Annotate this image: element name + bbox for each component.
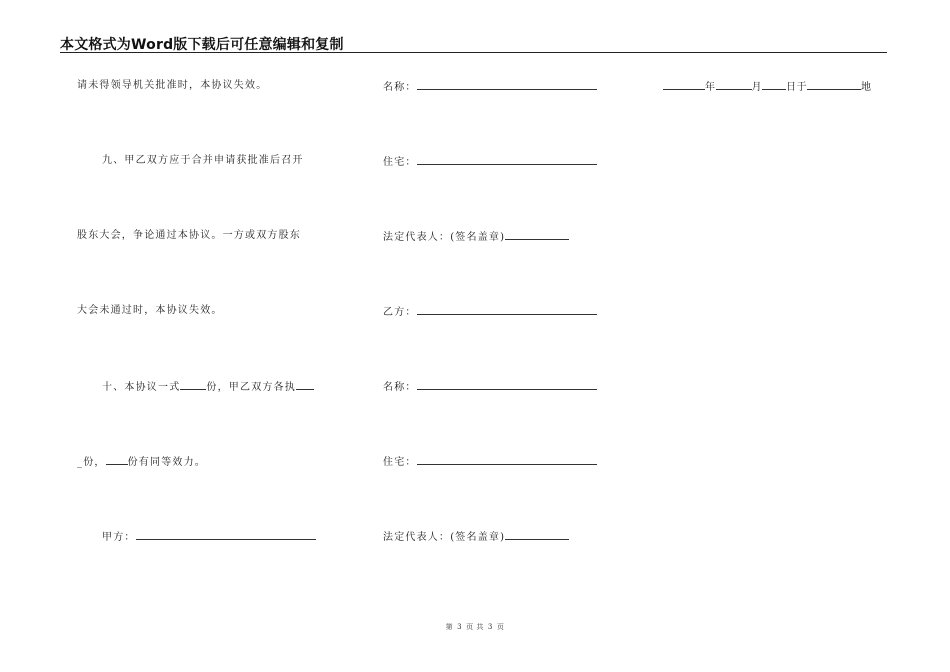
copies-text-b: 份有同等效力。 <box>127 457 207 468</box>
name-label: 名称： <box>383 382 417 393</box>
clause-ten-text-a: 十、本协议一式 <box>102 382 181 393</box>
place-blank[interactable] <box>807 80 861 90</box>
copies-text-a: _份， <box>77 457 106 468</box>
party-a-address-line <box>383 155 597 169</box>
total-page-number: 3 <box>487 623 493 631</box>
party-b-address-blank[interactable] <box>417 455 597 465</box>
clause-ten-heading <box>102 380 314 394</box>
party-b-address-line <box>383 455 597 469</box>
party-b-label: 乙方： <box>383 307 417 318</box>
party-b-name-line <box>383 380 597 394</box>
clause-ten-text-b: 份，甲乙双方各执 <box>206 382 297 393</box>
day-label: 日于 <box>786 82 807 93</box>
clause-text-line: 请未得领导机关批准时，本协议失效。 <box>77 80 268 91</box>
legal-rep-label: 法定代表人：(签名盖章) <box>383 532 506 543</box>
party-a-blank[interactable] <box>136 530 316 540</box>
signing-date-place-line <box>663 80 872 94</box>
clause-nine-heading: 九、甲乙双方应于合并申请获批准后召开 <box>102 155 304 166</box>
party-a-rep-blank[interactable] <box>505 230 569 240</box>
address-label: 住宅： <box>383 157 417 168</box>
clause-text-line: 股东大会，争论通过本协议。一方或双方股东 <box>77 230 301 241</box>
current-page-number: 3 <box>457 623 463 631</box>
party-b-blank[interactable] <box>417 305 597 315</box>
clause-text-line <box>77 455 206 469</box>
party-a-label: 甲方： <box>102 532 136 543</box>
page-mid-text: 页 共 <box>466 623 484 631</box>
party-a-address-blank[interactable] <box>417 155 597 165</box>
year-blank[interactable] <box>663 80 705 90</box>
month-blank[interactable] <box>716 80 752 90</box>
month-label: 月 <box>751 82 762 93</box>
year-label: 年 <box>705 82 716 93</box>
page-prefix: 第 <box>445 623 454 631</box>
copies-each-blank[interactable] <box>296 380 314 390</box>
party-b-rep-line <box>383 530 569 544</box>
name-label: 名称： <box>383 82 417 93</box>
party-b-name-blank[interactable] <box>417 380 597 390</box>
clause-text-line: 大会未通过时，本协议失效。 <box>77 305 223 316</box>
page-suffix: 页 <box>496 623 505 631</box>
party-a-line <box>102 530 316 544</box>
header-divider <box>60 52 887 53</box>
party-a-name-blank[interactable] <box>417 80 597 90</box>
document-header-title: 本文格式为Word版下载后可任意编辑和复制 <box>60 37 344 53</box>
address-label: 住宅： <box>383 457 417 468</box>
party-a-name-line <box>383 80 597 94</box>
page-number-footer <box>0 622 950 632</box>
day-blank[interactable] <box>762 80 786 90</box>
legal-rep-label: 法定代表人：(签名盖章) <box>383 232 506 243</box>
place-label: 地 <box>861 82 872 93</box>
party-a-rep-line <box>383 230 569 244</box>
copies-count-blank[interactable] <box>180 380 206 390</box>
party-b-line <box>383 305 597 319</box>
copies-blank[interactable] <box>106 455 128 465</box>
party-b-rep-blank[interactable] <box>505 530 569 540</box>
